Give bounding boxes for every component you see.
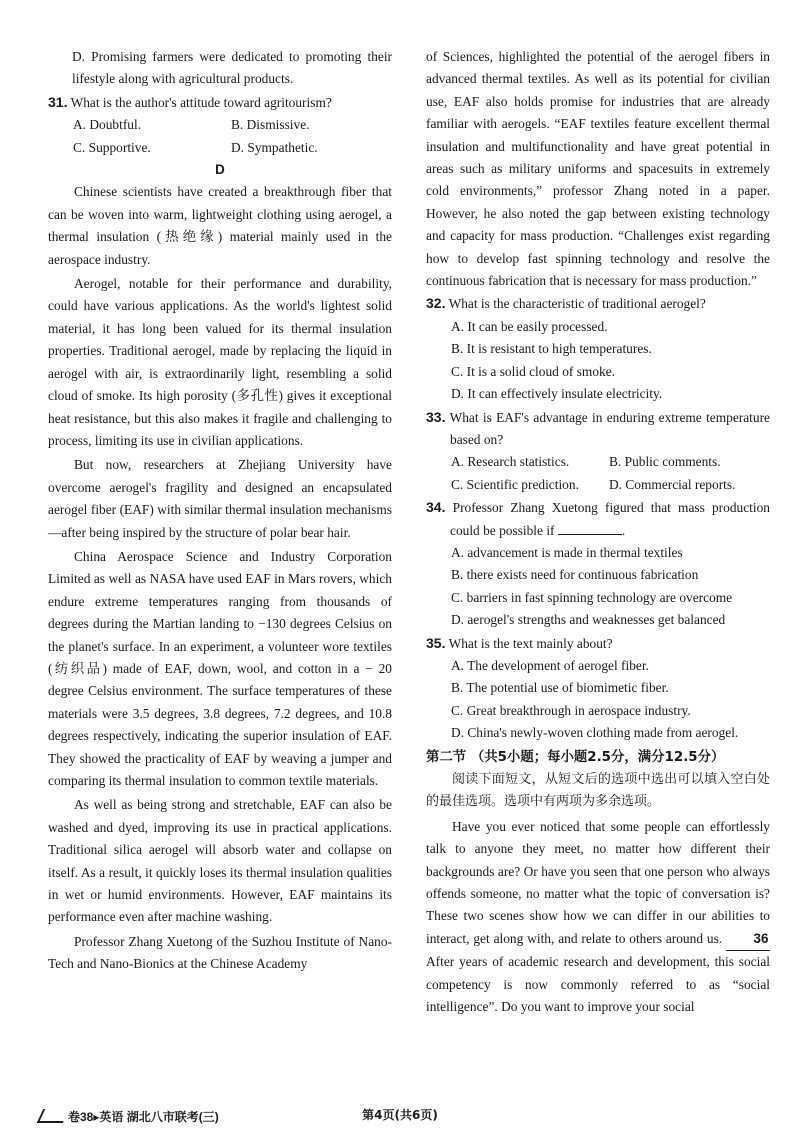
- q33-option-b[interactable]: B. Public comments.: [609, 454, 721, 470]
- passage-paragraph: Professor Zhang Xuetong of the Suzhou Institute of Nano-Tech and Nano-Bionics at the Chinese Academy: [48, 933, 392, 972]
- q35-text: What is the text mainly about?: [448, 635, 613, 651]
- passage-text: After years of academic research and development, this social competency is now commonly referred to as “social intelligence”. Do you want to improve your social: [426, 954, 770, 1015]
- q33-number: 33.: [426, 408, 446, 425]
- passage-continued: of Sciences, highlighted the potential of the aerogel fibers in advanced thermal textiles. As well as its potential for civilian use, EAF also holds promise for industries that are already familiar with aerogels. “EAF textiles feature excellent thermal insulation and multifunctionality and have great potential in areas such as military uniforms and spacesuits in extremely cold environments,” professor Zhang noted in a paper. However, he also noted the gap between existing technology and capacity for mass production. “Challenges exist regarding how to develop fast spinning technology and resolve the continuous fabrication that is necessary for mass production.”: [426, 49, 770, 289]
- q30-option-d: D. Promising farmers were dedicated to promoting their lifestyle along with agricultural products.: [72, 49, 392, 87]
- q32-number: 32.: [426, 295, 446, 312]
- q33-text: What is EAF's advantage in enduring extreme temperature based on?: [449, 409, 771, 447]
- paper-label: 卷38▸英语 湖北八市联考(三): [68, 1110, 219, 1124]
- q31-options-row2: [48, 137, 392, 159]
- q34-option-d[interactable]: D. aerogel's strengths and weaknesses get balanced: [451, 612, 726, 628]
- question-32: [426, 292, 770, 315]
- q33-option-c[interactable]: C. Scientific prediction.: [451, 476, 579, 492]
- q32-option-b[interactable]: B. It is resistant to high temperatures.: [451, 341, 652, 357]
- q31-option-b[interactable]: B. Dismissive.: [231, 117, 310, 133]
- blank-36[interactable]: 36: [726, 928, 770, 951]
- passage-paragraph: But now, researchers at Zhejiang University have overcome aerogel's fragility and designed an encapsulated aerogel fiber (EAF) with similar thermal insulation mechanisms—after being inspired by the structure of polar bear hair.: [48, 457, 392, 540]
- passage-7-choose-5: [426, 816, 770, 1019]
- q33-options-row1: [426, 451, 770, 473]
- question-31: [48, 91, 392, 114]
- q32-option-c[interactable]: C. It is a solid cloud of smoke.: [451, 363, 616, 379]
- q34-end: .: [621, 522, 626, 538]
- q34-option-c[interactable]: C. barriers in fast spinning technology are overcome: [451, 589, 733, 605]
- q31-option-a[interactable]: A. Doubtful.: [73, 117, 142, 133]
- passage-text: Have you ever noticed that some people can effortlessly talk to anyone they meet, no matter how different their backgrounds are? Or have you seen that one person who always offends someone, no matter what the topic of conversation is? These two scenes show how we can differ in our abilities to interact, get along with, and relate to others around us.: [426, 818, 770, 946]
- q31-option-d[interactable]: D. Sympathetic.: [231, 139, 318, 155]
- q32-option-a[interactable]: A. It can be easily processed.: [451, 318, 608, 334]
- q34-number: 34.: [426, 499, 446, 516]
- q31-number: 31.: [48, 93, 68, 110]
- page-footer: [0, 1100, 800, 1130]
- q33-option-d[interactable]: D. Commercial reports.: [609, 476, 736, 492]
- q32-text: What is the characteristic of traditional aerogel?: [448, 296, 706, 312]
- question-35: [426, 632, 770, 655]
- page-number: 第4页(共6页): [362, 1108, 438, 1122]
- q34-option-b[interactable]: B. there exists need for continuous fabrication: [451, 567, 699, 583]
- q35-option-a[interactable]: A. The development of aerogel fiber.: [451, 657, 649, 673]
- q35-number: 35.: [426, 634, 446, 651]
- q34-text: Professor Zhang Xuetong figured that mass production could be possible if: [450, 500, 770, 538]
- q31-option-c[interactable]: C. Supportive.: [73, 139, 151, 155]
- section-letter-d: D: [215, 162, 225, 178]
- question-33: [426, 406, 770, 452]
- passage-paragraph: As well as being strong and stretchable, EAF can also be washed and dyed, improving its use in practical applications. Traditional silica aerogel will absorb water and collapse on itself. As a result, it quickly loses its thermal insulation qualities in wet or humid environments. However, EAF maintains its performance even after machine washing.: [48, 797, 392, 925]
- passage-paragraph: Chinese scientists have created a breakthrough fiber that can be woven into warm, lightweight clothing using aerogel, a thermal insulation (热绝缘) material mainly used in the aerospace industry.: [48, 184, 392, 267]
- q31-text: What is the author's attitude toward agritourism?: [70, 94, 332, 110]
- left-column: [48, 46, 392, 976]
- q34-option-a[interactable]: A. advancement is made in thermal textiles: [451, 544, 683, 560]
- q35-option-d[interactable]: D. China's newly-woven clothing made from aerogel.: [451, 725, 739, 741]
- passage-paragraph: China Aerospace Science and Industry Corporation Limited as well as NASA have used EAF in Mars rovers, which endure extreme temperatures ranging from thousands of degrees during the Martian landing to −130 degrees Celsius on the planet's surface. In an experiment, a volunteer wore textiles (纺织品) made of EAF, down, wool, and cotton in a − 20 degree Celsius environment. The surface temperatures of these materials were 3.5 degrees, 3.8 degrees, 7.2 degrees, and 10.8 degrees respectively, indicating the superior insulation of EAF. They showed the practicality of EAF by weaving a jumper and comparing its thermal insulation to common textile materials.: [48, 548, 392, 788]
- right-column: [426, 46, 770, 1018]
- question-34: [426, 496, 770, 542]
- q33-option-a[interactable]: A. Research statistics.: [451, 454, 570, 470]
- answer-blank: [558, 521, 622, 535]
- q35-option-c[interactable]: C. Great breakthrough in aerospace industry.: [451, 702, 691, 718]
- q32-option-d[interactable]: D. It can effectively insulate electricity.: [451, 386, 663, 402]
- q31-options-row1: [48, 114, 392, 136]
- section-2-instructions: 阅读下面短文，从短文后的选项中选出可以填入空白处的最佳选项。选项中有两项为多余选项。: [426, 772, 770, 810]
- section-2-title: 第二节 （共5小题；每小题2.5分，满分12.5分）: [426, 749, 725, 765]
- q35-option-b[interactable]: B. The potential use of biomimetic fiber.: [451, 680, 669, 696]
- passage-paragraph: Aerogel, notable for their performance and durability, could have various applications. As the world's lightest solid material, it has long been valued for its thermal insulation properties. Traditional aerogel, made by replacing the liquid in aerogel with air, is extraordinarily light, resembling a solid cloud of smoke. Its high porosity (多孔性) gives it exceptional heat resistance, but this also makes it fragile and challenging to process, limiting its use in civilian applications.: [48, 276, 392, 448]
- q33-options-row2: [426, 474, 770, 496]
